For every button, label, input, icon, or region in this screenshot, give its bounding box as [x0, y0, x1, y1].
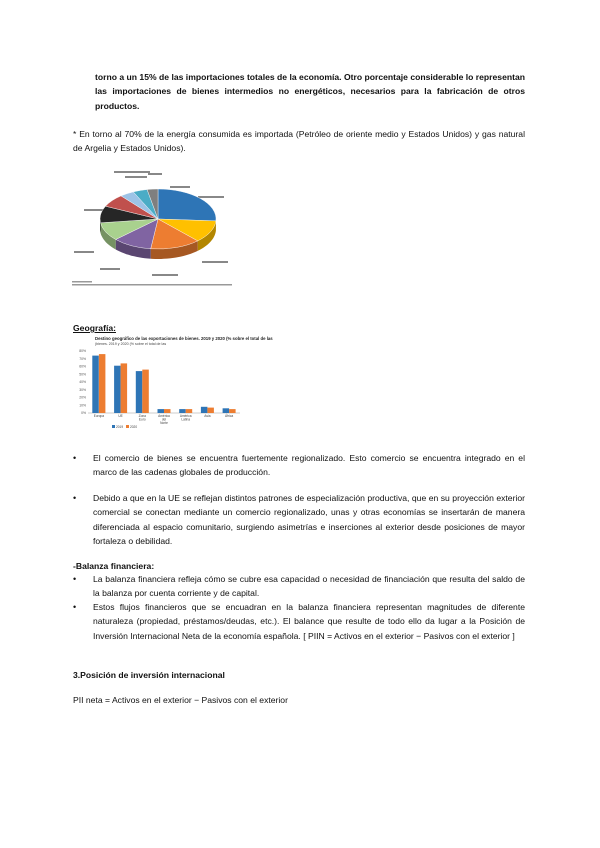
y-tick-label: 60% — [79, 364, 86, 369]
bar-chart-subtitle: (bienes. 2019 y 2020 (% sobre el total de las — [95, 342, 167, 346]
x-tick-label: Euro — [138, 417, 146, 422]
bar-2020 — [142, 370, 149, 413]
x-tick-label: América — [158, 414, 170, 418]
x-tick-label: Asia — [204, 414, 211, 418]
x-tick-label: UE — [118, 414, 123, 418]
y-tick-label: 80% — [79, 349, 86, 354]
bar-chart — [72, 333, 273, 433]
intro-paragraph: torno a un 15% de las importaciones totales de la economía. Otro porcentaje considerable lo representan las importaciones de bienes intermedios no energéticos, necesarios para la fabricación de otros productos. — [95, 72, 525, 111]
bar-2019 — [158, 409, 165, 413]
bar-2019 — [223, 408, 230, 413]
y-tick-label: 0% — [81, 411, 86, 416]
bullet-icon: • — [73, 493, 77, 503]
bar-2019 — [201, 407, 208, 413]
pie-chart — [70, 165, 242, 290]
bullet-icon: • — [73, 453, 77, 463]
x-tick-label: Europa — [93, 414, 105, 418]
bar-legend — [112, 425, 137, 429]
balanza-heading: -Balanza financiera: — [73, 561, 155, 571]
legend-label: 2020 — [130, 425, 138, 429]
bar-chart-title: Destino geográfico de las exportaciones de bienes. 2019 y 2020 (% sobre el total de las — [95, 336, 273, 341]
y-tick-label: 10% — [79, 403, 86, 408]
trade-bullet-2 — [73, 491, 525, 549]
bullet-icon: • — [73, 602, 77, 612]
x-tick-label: Norte — [160, 421, 168, 426]
bar-2019 — [136, 371, 143, 413]
bar-2019 — [92, 356, 99, 413]
bar-2019 — [179, 409, 186, 413]
y-tick-label: 70% — [79, 356, 86, 361]
bullet-icon: • — [73, 574, 77, 584]
trade-bullet-2-text: Debido a que en la UE se reflejan distintos patrones de especialización productiva, que en su proyección exterior comercial se conectan mediante un comercio regionalizado, unas y otras economías se insertarán de manera diferenciada al espacio comunitario, surgiendo asimetrías e inserciones al exterior desde posiciones de mayor fortaleza o debilidad. — [93, 493, 525, 547]
y-tick-label: 20% — [79, 395, 86, 400]
y-tick-label: 30% — [79, 388, 86, 392]
legend-label: 2019 — [116, 425, 124, 429]
geography-heading: Geografía: — [73, 323, 116, 333]
balanza-bullet-2 — [73, 600, 525, 643]
x-tick-label: Latina — [181, 417, 191, 422]
bar-2020 — [164, 409, 171, 413]
bar-2020 — [186, 409, 193, 413]
pie-slices — [100, 189, 216, 259]
trade-bullet-1-text: El comercio de bienes se encuentra fuertemente regionalizado. Esto comercio se encuentra integrado en el marco de las cadenas globales de producción. — [93, 453, 525, 478]
balanza-bullet-2-text: Estos flujos financieros que se encuadran en la balanza financiera representan magnitudes de diferente naturaleza (propiedad, préstamos/deudas, etc.). El balance que resulte de todo ello da lugar a la Posición de Inversión Internacional Neta de la economía española. [ PIIN = Activos en el exterior − Pasivos con el exterior ] — [93, 602, 525, 641]
bar-2020 — [99, 354, 106, 413]
x-tick-label: África — [225, 414, 234, 418]
legend-swatch — [112, 425, 115, 428]
x-tick-label: Zona — [138, 414, 146, 418]
x-tick-label: América — [179, 414, 192, 418]
balanza-bullet-1-text: La balanza financiera refleja cómo se cubre esa capacidad o necesidad de financiación que resulta del saldo de la balanza por cuenta corriente y de capital. — [93, 574, 525, 599]
balanza-bullet-1 — [73, 572, 525, 601]
bar-2019 — [114, 366, 121, 413]
section3-heading: 3.Posición de inversión internacional — [73, 670, 225, 680]
bar-2020 — [121, 363, 128, 413]
y-tick-label: 50% — [79, 372, 86, 377]
trade-bullet-1 — [73, 451, 525, 480]
energy-note: * En torno al 70% de la energía consumida es importada (Petróleo de oriente medio y Estados Unidos) y gas natural de Argelia y Estados Unidos). — [73, 129, 525, 154]
y-tick-label: 40% — [79, 380, 86, 385]
section3-formula: PII neta = Activos en el exterior − Pasivos con el exterior — [73, 695, 288, 705]
bar-marks — [92, 354, 235, 413]
bar-2020 — [207, 408, 214, 413]
legend-swatch — [126, 425, 129, 428]
pie-slice — [158, 189, 216, 221]
bar-2020 — [229, 409, 236, 413]
x-tick-label: del — [161, 417, 167, 422]
